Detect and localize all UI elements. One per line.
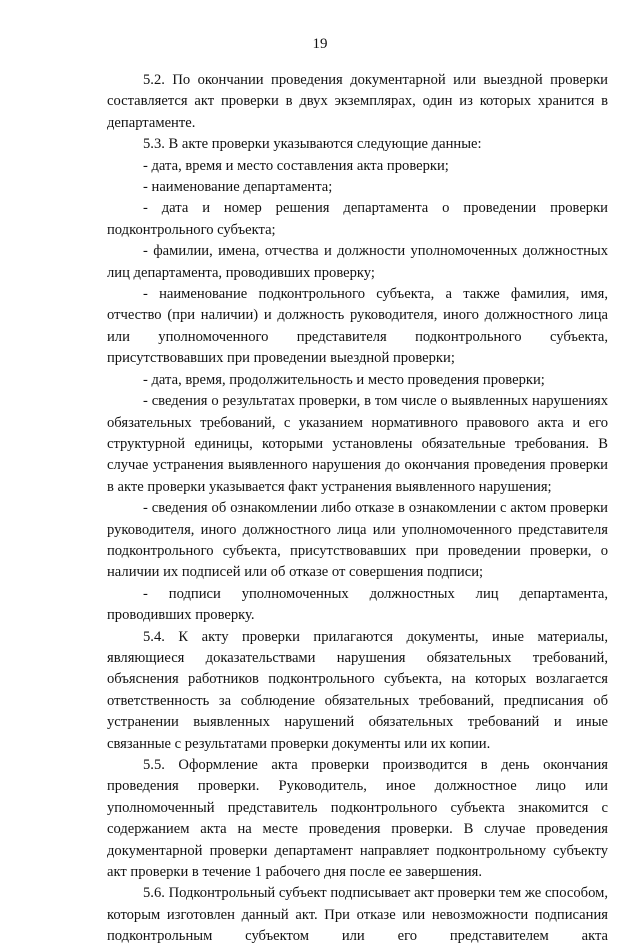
list-item-inspectors: - фамилии, имена, отчества и должности уполномоченных должностных лиц департамента, проводивших проверку; — [107, 243, 608, 281]
paragraph-5-2: 5.2. По окончании проведения документарной или выездной проверки составляется акт проверки в двух экземплярах, один из которых хранится в департаменте. — [107, 72, 608, 131]
paragraph-5-6: 5.6. Подконтрольный субъект подписывает акт проверки тем же способом, которым изготовлен данный акт. При отказе или невозможности подписания подконтрольным субъектом или его представителем акта — [107, 885, 608, 945]
paragraph-5-5: 5.5. Оформление акта проверки производится в день окончания проведения проверки. Руководитель, иное должностное лицо или уполномоченный представитель подконтрольного субъекта знакомится с содержанием акта на месте проведения проверки. В случае проведения документарной проверки департамент направляет подконтрольному субъекту акт проверки в течение 1 рабочего дня после ее завершения. — [107, 757, 608, 881]
list-item-subject: - наименование подконтрольного субъекта, а также фамилия, имя, отчество (при наличии) и должность руководителя, иного должностного лица или уполномоченного представителя подконтрольного субъекта, присутствовавших при проведении выездной проверки; — [107, 286, 608, 367]
page-number: 19 — [312, 36, 328, 52]
paragraph-5-3: 5.3. В акте проверки указываются следующие данные: — [143, 136, 482, 153]
paragraph-5-4: 5.4. К акту проверки прилагаются документы, иные материалы, являющиеся доказательствами нарушения обязательных требований, объяснения работников подконтрольного субъекта, на которых возлагается ответственность за соблюдение обязательных требований, предписания об устранении выявленных нарушений обязательных требований и иные связанные с результатами проверки документы или их копии. — [107, 628, 608, 752]
list-item-results: - сведения о результатах проверки, в том числе о выявленных нарушениях обязательных требований, с указанием нормативного правового акта и его структурной единицы, которыми установлены обязательные требования. В случае устранения выявленного нарушения до окончания проведения проверки в акте проверки указывается факт устранения выявленного нарушения; — [107, 393, 608, 495]
document-body — [107, 70, 608, 948]
list-item-act-date: - дата, время и место составления акта проверки; — [143, 157, 449, 174]
list-item-department-name: - наименование департамента; — [143, 179, 333, 196]
list-item-signatures: - подписи уполномоченных должностных лиц департамента, проводивших проверку. — [107, 585, 608, 624]
list-item-inspection-time: - дата, время, продолжительность и место проведения проверки; — [143, 371, 545, 388]
list-item-decision: - дата и номер решения департамента о проведении проверки подконтрольного субъекта; — [107, 200, 608, 238]
list-item-acquaintance: - сведения об ознакомлении либо отказе в ознакомлении с актом проверки руководителя, иного должностного лица или уполномоченного представителя подконтрольного субъекта, присутствовавших при проведении проверки, о наличии их подписей или об отказе от совершения подписи; — [107, 500, 608, 581]
